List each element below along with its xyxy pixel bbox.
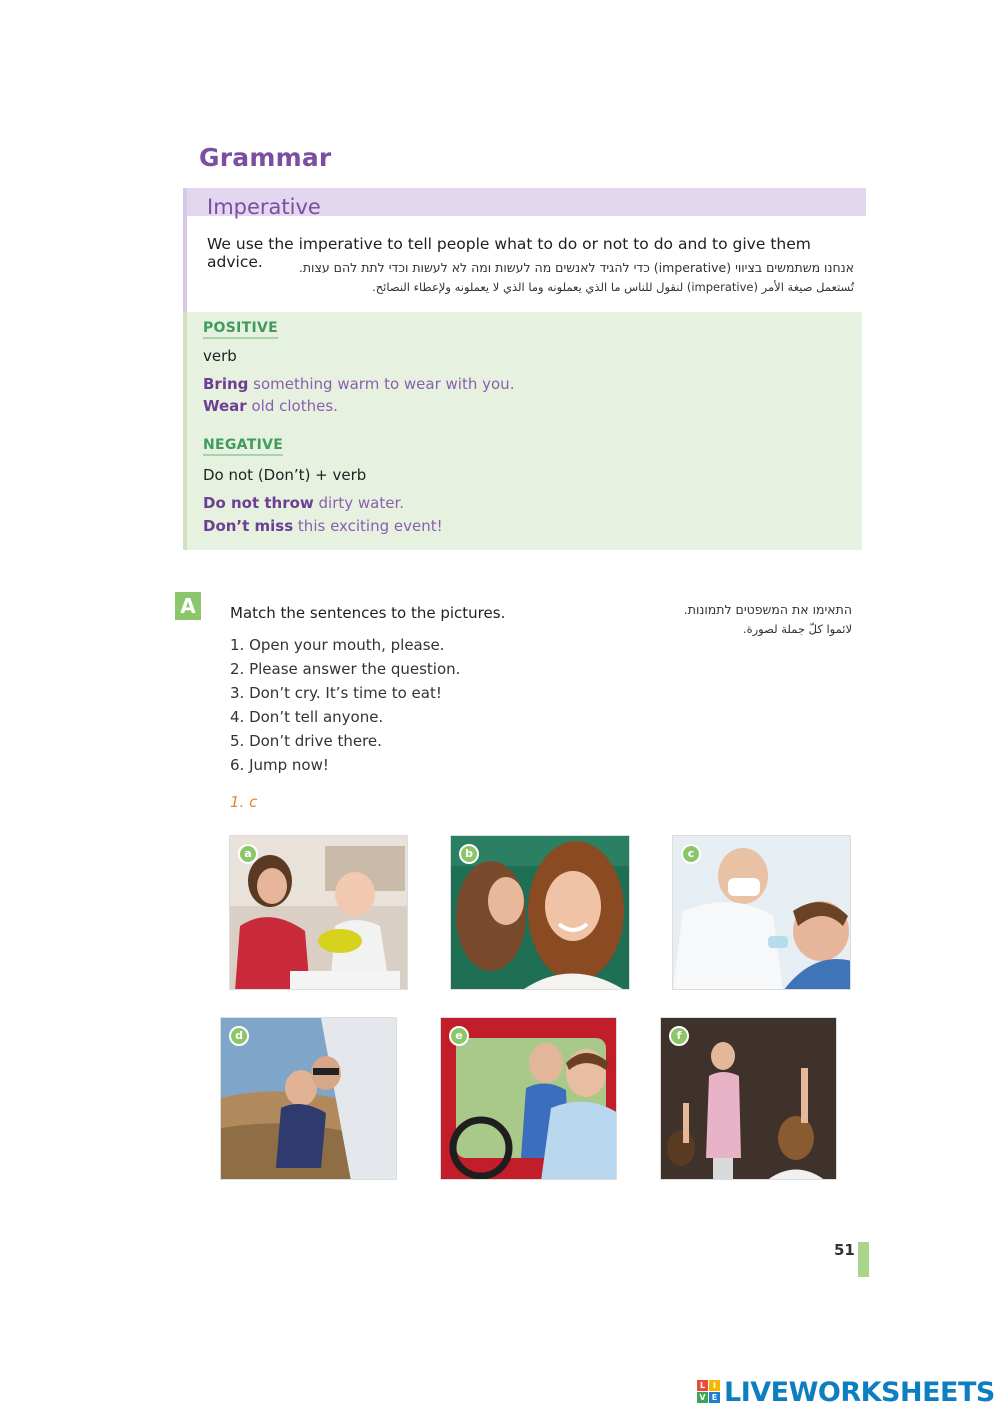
rule-hebrew: אנחנו משתמשים בציווי (imperative) כדי להגיד לאנשים מה לעשות ומה לא לעשות וכדי לתת להם עצות.	[298, 260, 854, 275]
page-tab-marker	[858, 1242, 869, 1277]
girls-whispering-photo	[450, 835, 630, 990]
imperative-heading: Imperative	[207, 195, 321, 219]
sentence-item: 5. Don’t drive there.	[230, 732, 382, 750]
liveworksheets-logo-icon: L I V E	[697, 1380, 721, 1404]
dentist-photo	[672, 835, 851, 990]
brand-text: LIVEWORKSHEETS	[724, 1377, 995, 1408]
exercise-instruction: Match the sentences to the pictures.	[230, 604, 506, 622]
exercise-instruction-hebrew: התאימו את המשפטים לתמונות.	[683, 602, 852, 617]
grammar-examples-panel	[183, 312, 862, 550]
skydiving-photo	[220, 1017, 397, 1180]
sentence-list	[230, 636, 460, 780]
positive-label: POSITIVE	[203, 320, 278, 339]
sentence-item: 1. Open your mouth, please.	[230, 636, 445, 654]
negative-label: NEGATIVE	[203, 437, 283, 456]
feeding-baby-photo	[229, 835, 408, 990]
positive-formula: verb	[203, 347, 237, 365]
grammar-title: Grammar	[199, 143, 332, 172]
positive-example-2: Wear old clothes.	[203, 397, 338, 415]
sentence-item: 2. Please answer the question.	[230, 660, 461, 678]
sentence-item: 6. Jump now!	[230, 756, 329, 774]
picture-label-b: b	[459, 844, 479, 864]
exercise-letter-badge: A	[175, 592, 201, 620]
negative-formula: Do not (Don’t) + verb	[203, 466, 367, 484]
negative-example-2: Don’t miss this exciting event!	[203, 517, 443, 535]
picture-label-f: f	[669, 1026, 689, 1046]
rule-arabic: تُستعمل صيغة الأمر (imperative) لنقول للناس ما الذي يعملونه وما الذي لا يعملونه ولإعطاء النصائح.	[372, 280, 854, 294]
picture-label-c: c	[681, 844, 701, 864]
example-answer: 1. c	[230, 793, 258, 811]
rule-english: We use the imperative to tell people what to do or not to do and to give them advice.	[207, 235, 811, 271]
negative-example-1: Do not throw dirty water.	[203, 494, 405, 512]
page-number: 51	[834, 1241, 855, 1259]
classroom-photo	[660, 1017, 837, 1180]
sentence-item: 3. Don’t cry. It’s time to eat!	[230, 684, 442, 702]
positive-example-1: Bring something warm to wear with you.	[203, 375, 515, 393]
grammar-box-header	[183, 188, 862, 312]
exercise-instruction-arabic: لائموا كلّ جملة لصورة.	[742, 622, 852, 636]
picture-label-e: e	[449, 1026, 469, 1046]
grammar-box	[183, 188, 862, 550]
picture-label-d: d	[229, 1026, 249, 1046]
picture-label-a: a	[238, 844, 258, 864]
driving-lesson-photo	[440, 1017, 617, 1180]
sentence-item: 4. Don’t tell anyone.	[230, 708, 384, 726]
